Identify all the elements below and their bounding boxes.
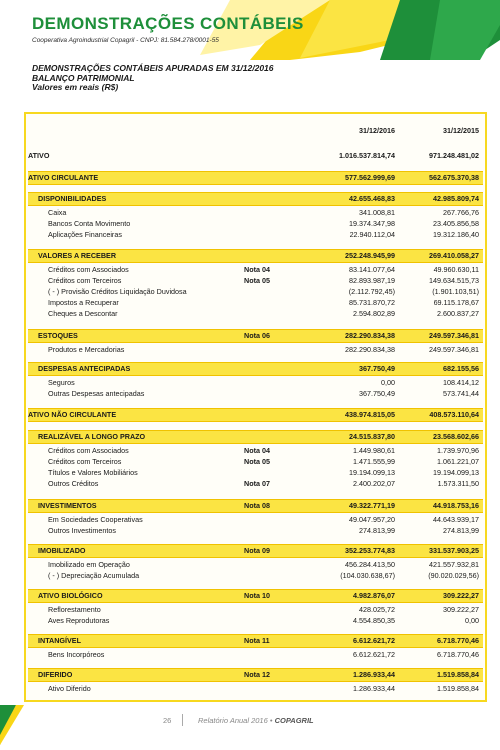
column-header-2015: 31/12/2015	[443, 126, 479, 135]
table-row	[28, 229, 483, 240]
footer-report-title: Relatório Anual 2016	[198, 716, 268, 725]
row-value-2015: 19.312.186,40	[433, 230, 479, 239]
document-title	[32, 64, 274, 93]
row-label: Imobilizado em Operação	[48, 560, 130, 569]
table-row	[28, 150, 483, 161]
row-label: Ativo Diferido	[48, 684, 91, 693]
row-value-2016: 0,00	[381, 378, 395, 387]
row-label: ATIVO BIOLÓGICO	[38, 591, 103, 600]
row-value-2015: 562.675.370,38	[429, 173, 479, 182]
row-note: Nota 05	[244, 457, 270, 466]
table-row	[28, 329, 483, 343]
row-label: Seguros	[48, 378, 75, 387]
row-value-2015: 269.410.058,27	[429, 251, 479, 260]
row-label: ATIVO	[28, 151, 50, 160]
row-value-2016: 22.940.112,04	[349, 230, 395, 239]
row-value-2016: 6.612.621,72	[353, 636, 395, 645]
row-value-2016: 274.813,99	[359, 526, 395, 535]
row-note: Nota 06	[244, 331, 270, 340]
row-value-2016: 367.750,49	[359, 389, 395, 398]
row-label: Impostos a Recuperar	[48, 298, 119, 307]
row-note: Nota 08	[244, 501, 270, 510]
row-value-2016: 367.750,49	[359, 364, 395, 373]
row-value-2016: 438.974.815,05	[345, 410, 395, 419]
row-note: Nota 07	[244, 479, 270, 488]
row-value-2015: 1.739.970,96	[437, 446, 479, 455]
document-title-line-3: Valores em reais (R$)	[32, 82, 119, 92]
table-row	[28, 171, 483, 185]
row-value-2016: 577.562.999,69	[345, 173, 395, 182]
row-label: ATIVO CIRCULANTE	[28, 173, 99, 182]
row-value-2015: 682.155,56	[443, 364, 479, 373]
row-value-2015: 309.222,27	[443, 605, 479, 614]
table-row	[28, 377, 483, 388]
row-value-2015: 267.766,76	[443, 208, 479, 217]
row-label: Bens Incorpóreos	[48, 650, 105, 659]
table-row	[28, 467, 483, 478]
table-row	[28, 649, 483, 660]
row-label: Aves Reprodutoras	[48, 616, 110, 625]
header-band	[0, 0, 500, 60]
table-row	[28, 570, 483, 581]
row-value-2015: 44.918.753,16	[433, 501, 479, 510]
row-value-2016: 4.554.850,35	[353, 616, 395, 625]
row-value-2015: 44.643.939,17	[433, 515, 479, 524]
table-row	[28, 264, 483, 275]
row-label: INTANGÍVEL	[38, 636, 81, 645]
row-value-2016: 19.374.347,98	[349, 219, 395, 228]
table-row	[28, 634, 483, 648]
row-value-2016: 4.982.876,07	[353, 591, 395, 600]
row-label: Reflorestamento	[48, 605, 101, 614]
row-label: Títulos e Valores Mobiliários	[48, 468, 138, 477]
row-note: Nota 04	[244, 446, 270, 455]
row-label: ATIVO NÃO CIRCULANTE	[28, 410, 117, 419]
row-value-2015: 408.573.110,64	[429, 410, 479, 419]
row-note: Nota 09	[244, 546, 270, 555]
row-value-2016: 24.515.837,80	[349, 432, 395, 441]
table-row	[28, 362, 483, 376]
row-value-2015: 42.985.809,74	[433, 194, 479, 203]
table-row	[28, 308, 483, 319]
row-note: Nota 04	[244, 265, 270, 274]
row-label: Cheques a Descontar	[48, 309, 118, 318]
row-value-2016: 83.141.077,64	[349, 265, 395, 274]
table-row	[28, 478, 483, 489]
table-row	[28, 297, 483, 308]
row-value-2016: 2.400.202,07	[353, 479, 395, 488]
row-value-2016: 282.290.834,38	[345, 345, 395, 354]
row-label: ( - ) Provisão Créditos Liquidação Duvidosa	[48, 287, 187, 296]
row-value-2016: 1.471.555,99	[353, 457, 395, 466]
row-value-2015: 149.634.515,73	[429, 276, 479, 285]
table-row	[28, 525, 483, 536]
row-label: Caixa	[48, 208, 67, 217]
row-note: Nota 12	[244, 670, 270, 679]
row-value-2016: (104.030.638,67)	[340, 571, 395, 580]
row-value-2016: 252.248.945,99	[345, 251, 395, 260]
row-value-2015: 6.718.770,46	[437, 650, 479, 659]
table-row	[28, 589, 483, 603]
row-label: DESPESAS ANTECIPADAS	[38, 364, 131, 373]
header-title: DEMONSTRAÇÕES CONTÁBEIS	[32, 14, 304, 33]
table-row	[28, 249, 483, 263]
table-row	[28, 344, 483, 355]
row-label: Créditos com Associados	[48, 265, 129, 274]
page-number: 26	[163, 716, 172, 725]
row-label: Outros Investimentos	[48, 526, 116, 535]
row-value-2015: 309.222,27	[443, 591, 479, 600]
row-value-2016: 352.253.774,83	[345, 546, 395, 555]
row-value-2015: 249.597.346,81	[429, 331, 479, 340]
row-label: VALORES A RECEBER	[38, 251, 117, 260]
row-label: INVESTIMENTOS	[38, 501, 97, 510]
row-value-2015: (1.901.103,51)	[432, 287, 479, 296]
document-title-line-2: BALANÇO PATRIMONIAL	[32, 72, 135, 83]
row-value-2015: 49.960.630,11	[433, 265, 479, 274]
row-value-2015: 23.568.602,66	[433, 432, 479, 441]
row-value-2016: 341.008,81	[359, 208, 395, 217]
row-label: Créditos com Associados	[48, 446, 129, 455]
row-value-2016: 19.194.099,13	[349, 468, 395, 477]
footer-bullet: •	[269, 716, 275, 725]
row-value-2016: 49.322.771,19	[349, 501, 395, 510]
column-header-row	[28, 126, 483, 138]
row-value-2015: (90.020.029,56)	[428, 571, 479, 580]
row-value-2015: 573.741,44	[443, 389, 479, 398]
table-row	[28, 499, 483, 513]
row-value-2015: 249.597.346,81	[429, 345, 479, 354]
row-label: Outros Créditos	[48, 479, 99, 488]
table-row	[28, 559, 483, 570]
row-value-2016: 1.449.980,61	[353, 446, 395, 455]
row-value-2016: 456.284.413,50	[345, 560, 395, 569]
table-row	[28, 430, 483, 444]
table-row	[28, 275, 483, 286]
row-label: Créditos com Terceiros	[48, 276, 122, 285]
row-label: Bancos Conta Movimento	[48, 219, 131, 228]
row-value-2015: 23.405.856,58	[433, 219, 479, 228]
header-subtitle: Cooperativa Agroindustrial Copagril - CNPJ: 81.584.278/0001-55	[32, 37, 219, 44]
table-row	[28, 408, 483, 422]
row-label: ( - ) Depreciação Acumulada	[48, 571, 140, 580]
row-value-2015: 331.537.903,25	[429, 546, 479, 555]
row-value-2015: 1.061.221,07	[437, 457, 479, 466]
row-note: Nota 05	[244, 276, 270, 285]
row-label: DIFERIDO	[38, 670, 73, 679]
row-value-2016: 1.286.933,44	[353, 670, 395, 679]
row-value-2015: 0,00	[465, 616, 479, 625]
row-value-2016: 2.594.802,89	[353, 309, 395, 318]
corner-decoration	[0, 705, 24, 745]
table-row	[28, 192, 483, 206]
row-value-2016: 42.655.468,83	[349, 194, 395, 203]
row-label: Outras Despesas antecipadas	[48, 389, 145, 398]
row-note: Nota 11	[244, 636, 270, 645]
table-row	[28, 286, 483, 297]
table-row	[28, 456, 483, 467]
row-label: Em Sociedades Cooperativas	[48, 515, 143, 524]
row-note: Nota 10	[244, 591, 270, 600]
row-value-2015: 1.519.858,84	[437, 670, 479, 679]
row-value-2016: 49.047.957,20	[349, 515, 395, 524]
column-header-2016: 31/12/2016	[359, 126, 395, 135]
row-value-2015: 69.115.178,67	[433, 298, 479, 307]
footer-report	[198, 716, 314, 725]
row-value-2015: 971.248.481,02	[429, 151, 479, 160]
row-label: Aplicações Financeiras	[48, 230, 122, 239]
row-value-2016: 85.731.870,72	[349, 298, 395, 307]
row-label: ESTOQUES	[38, 331, 78, 340]
row-value-2016: (2.112.792,45)	[348, 287, 395, 296]
row-value-2016: 428.025,72	[359, 605, 395, 614]
table-row	[28, 207, 483, 218]
table-row	[28, 604, 483, 615]
row-value-2016: 1.286.933,44	[353, 684, 395, 693]
row-value-2015: 1.519.858,84	[437, 684, 479, 693]
footer-divider	[182, 714, 183, 726]
row-value-2016: 1.016.537.814,74	[339, 151, 395, 160]
row-label: IMOBILIZADO	[38, 546, 86, 555]
table-row	[28, 218, 483, 229]
table-row	[28, 668, 483, 682]
row-value-2015: 274.813,99	[443, 526, 479, 535]
row-label: Créditos com Terceiros	[48, 457, 122, 466]
row-value-2015: 19.194.099,13	[433, 468, 479, 477]
row-value-2015: 6.718.770,46	[437, 636, 479, 645]
row-value-2015: 1.573.311,50	[437, 479, 479, 488]
footer-brand: COPAGRIL	[274, 716, 314, 725]
row-value-2016: 6.612.621,72	[353, 650, 395, 659]
row-value-2016: 282.290.834,38	[345, 331, 395, 340]
row-value-2015: 108.414,12	[443, 378, 479, 387]
table-row	[28, 683, 483, 694]
row-label: DISPONIBILIDADES	[38, 194, 107, 203]
table-row	[28, 514, 483, 525]
row-value-2016: 82.893.987,19	[349, 276, 395, 285]
document-title-line-1: DEMONSTRAÇÕES CONTÁBEIS APURADAS EM 31/12/2016	[32, 63, 274, 73]
table-row	[28, 388, 483, 399]
row-label: Produtos e Mercadorias	[48, 345, 125, 354]
table-row	[28, 544, 483, 558]
row-label: REALIZÁVEL A LONGO PRAZO	[38, 432, 146, 441]
table-row	[28, 615, 483, 626]
row-value-2015: 421.557.932,81	[429, 560, 479, 569]
row-value-2015: 2.600.837,27	[437, 309, 479, 318]
table-row	[28, 445, 483, 456]
